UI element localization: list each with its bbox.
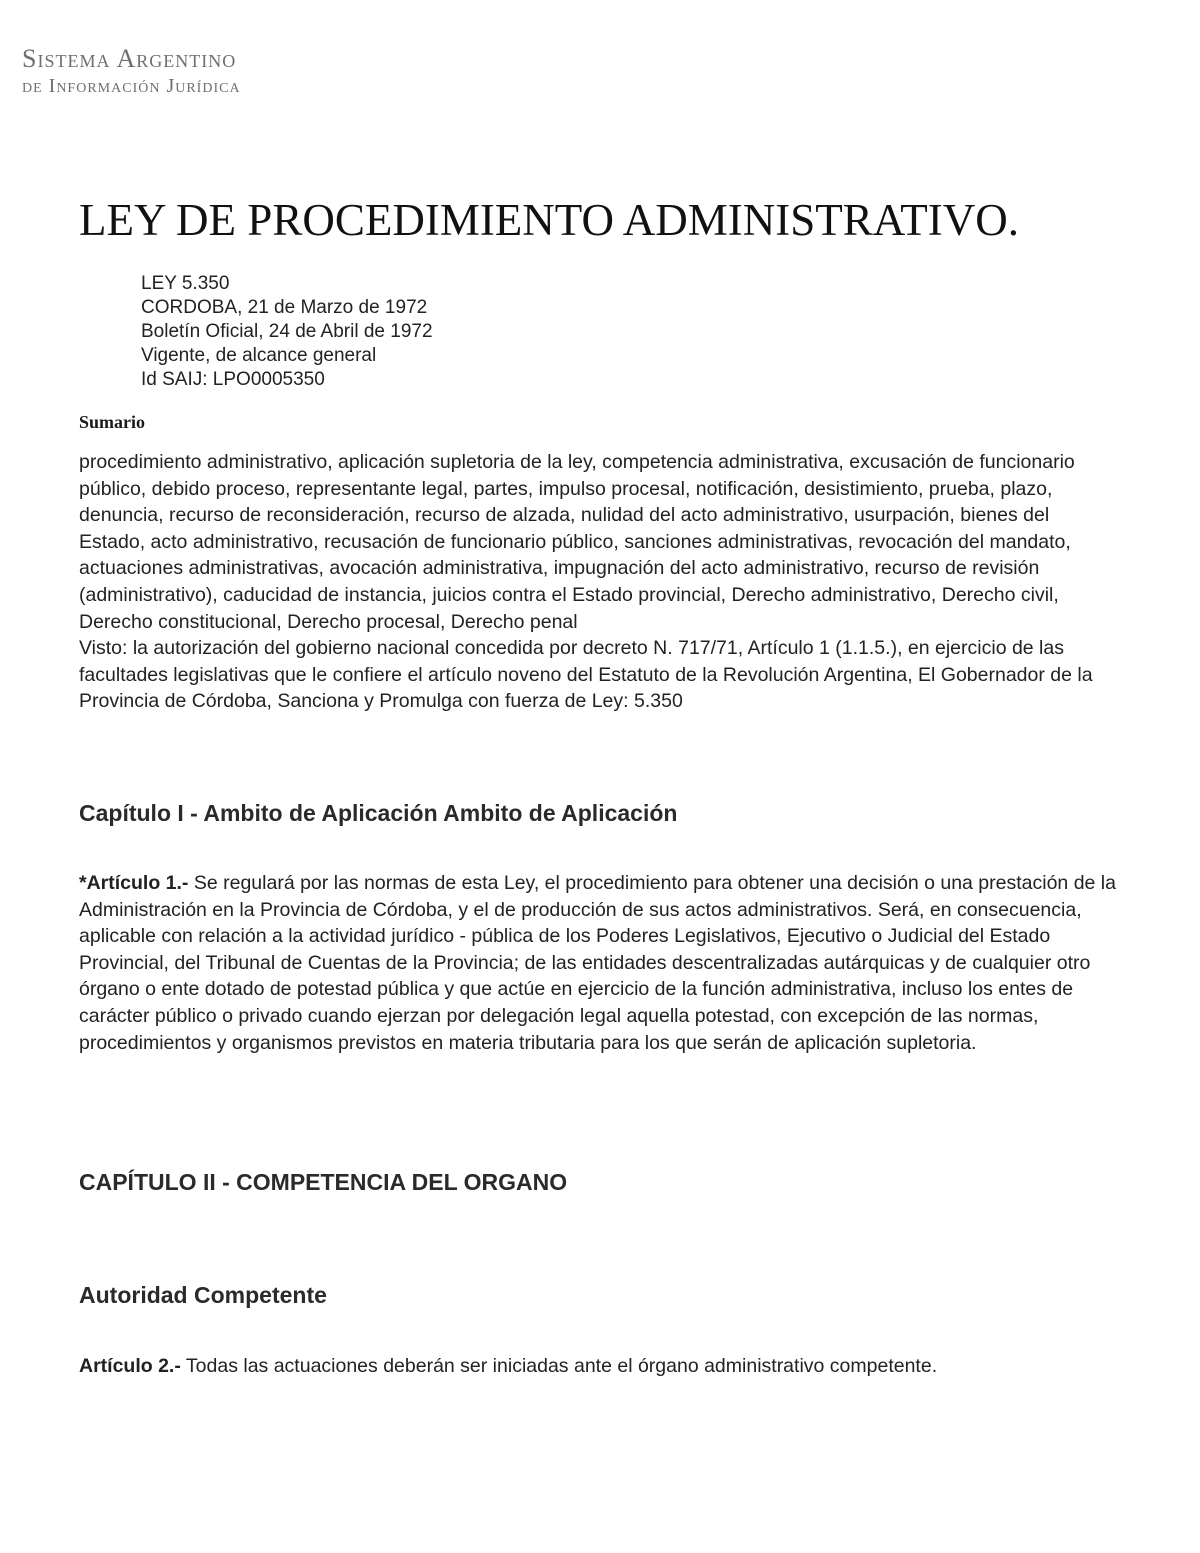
article-1-text: Se regulará por las normas de esta Ley, el procedimiento para obtener una decisión o una prestación de la Administración en la Provincia de Córdoba, y el de producción de sus actos administrativos. Será, en consecuencia, aplicable con relación a la actividad jurídico - pública de los Poderes Legislativos, Ejecutivo o Judicial del Estado Provincial, del Tribunal de Cuentas de la Provincia; de las entidades descentralizadas autárquicas y de cualquier otro órgano o ente dotado de potestad pública y que actúe en ejercicio de la función administrativa, incluso los entes de carácter público o privado cuando ejerzan por delegación legal aquella potestad, con excepción de las normas, procedimientos y organismos previstos en materia tributaria para los que serán de aplicación supletoria. bbox=[79, 872, 1116, 1054]
article-2-text: Todas las actuaciones deberán ser iniciadas ante el órgano administrativo competente. bbox=[180, 1355, 938, 1377]
summary-text: procedimiento administrativo, aplicación supletoria de la ley, competencia administrativa, excusación de funcionario público, debido proceso, representante legal, partes, impulso procesal, notificación, desistimiento, prueba, plazo, denuncia, recurso de reconsideración, recurso de alzada, nulidad del acto administrativo, usurpación, bienes del Estado, acto administrativo, recusación de funcionario público, sanciones administrativas, revocación del mandato, actuaciones administrativas, avocación administrativa, impugnación del acto administrativo, recurso de revisión (administrativo), caducidad de instancia, juicios contra el Estado provincial, Derecho administrativo, Derecho civil, Derecho constitucional, Derecho procesal, Derecho penal bbox=[79, 451, 1075, 633]
law-metadata bbox=[141, 272, 433, 392]
chapter-1-heading: Capítulo I - Ambito de Aplicación Ambito de Aplicación bbox=[79, 800, 678, 826]
article-2-label: Artículo 2.- bbox=[79, 1355, 181, 1377]
saij-logo bbox=[22, 44, 241, 98]
logo-line-2: de Información Jurídica bbox=[22, 75, 241, 97]
article-2 bbox=[79, 1353, 1119, 1380]
chapter-2-heading: CAPÍTULO II - COMPETENCIA DEL ORGANO bbox=[79, 1169, 568, 1195]
saij-id: Id SAIJ: LPO0005350 bbox=[141, 369, 325, 390]
logo-line-1: Sistema Argentino bbox=[22, 44, 237, 73]
article-1-label: *Artículo 1.- bbox=[79, 872, 189, 894]
summary-label: Sumario bbox=[79, 412, 146, 432]
official-bulletin: Boletín Oficial, 24 de Abril de 1972 bbox=[141, 321, 433, 342]
validity-status: Vigente, de alcance general bbox=[141, 345, 377, 366]
article-1 bbox=[79, 870, 1119, 1056]
law-number: LEY 5.350 bbox=[141, 273, 230, 294]
law-place-date: CORDOBA, 21 de Marzo de 1972 bbox=[141, 297, 428, 318]
visto-paragraph: Visto: la autorización del gobierno nacional concedida por decreto N. 717/71, Artículo 1 (1.1.5.), en ejercicio de las facultades legislativas que le confiere el artículo noveno del Estatuto de la Revolución Argentina, El Gobernador de la Provincia de Córdoba, Sanciona y Promulga con fuerza de Ley: 5.350 bbox=[79, 637, 1093, 713]
document-title: LEY DE PROCEDIMIENTO ADMINISTRATIVO. bbox=[79, 195, 1019, 245]
section-heading-autoridad: Autoridad Competente bbox=[79, 1282, 327, 1308]
